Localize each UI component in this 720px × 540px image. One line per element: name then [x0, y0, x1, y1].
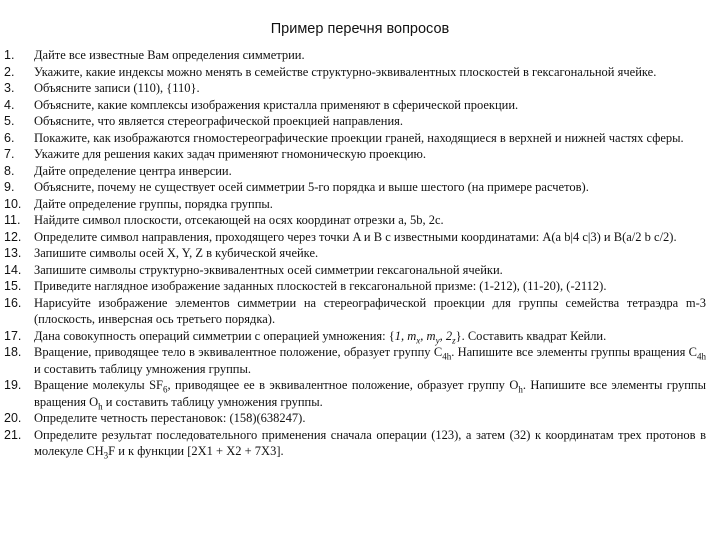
list-item: [0, 344, 706, 377]
item-text: Объясните, почему не существует осей симметрии 5-го порядка и выше шестого (на примере расчетов).: [34, 180, 589, 194]
item-text: Объясните записи (110), {110}.: [34, 81, 200, 95]
item-number: 4.: [4, 97, 15, 112]
item-number: 5.: [4, 114, 15, 128]
item-text: Дайте определение группы, порядка группы.: [34, 196, 273, 211]
item-text: Найдите символ плоскости, отсекающей на осях координат отрезки a, 5b, 2c.: [34, 213, 444, 227]
item-text: Определите четность перестановок: (158)(638247).: [34, 411, 306, 425]
item-text: Вращение, приводящее тело в эквивалентное положение, образует группу $C_{4h}$. Напишите все элементы группы вращения $C_{4h}$ и составить таблицу умножения группы.: [34, 345, 706, 376]
list-item: [0, 64, 706, 81]
list-item: [0, 47, 706, 64]
item-number: 16.: [4, 295, 22, 310]
list-item: [0, 163, 706, 180]
item-text: Объясните, что является стереографической проекцией направления.: [34, 114, 404, 128]
item-number: 18.: [4, 345, 22, 359]
item-text: Дана совокупность операций симметрии с операцией умножения: {1, $m_x$, $m_y$, $2_z$}. Составить квадрат Кейли.: [34, 328, 607, 345]
item-text: Нарисуйте изображение элементов симметрии на стереографической проекции для группы семейства тетраэдра m-3 (плоскость, инверсная ось третьего порядка).: [34, 295, 706, 326]
item-text: Укажите, какие индексы можно менять в семействе структурно-эквивалентных плоскостей в гексагональной ячейке.: [34, 64, 657, 79]
list-item: [0, 245, 706, 262]
item-number: 20.: [4, 411, 22, 425]
item-number: 1.: [4, 48, 15, 62]
list-item: [0, 179, 706, 196]
list-item: [0, 295, 706, 328]
item-number: 7.: [4, 147, 15, 161]
list-item: [0, 410, 706, 427]
item-number: 2.: [4, 64, 15, 79]
item-number: 15.: [4, 279, 22, 293]
item-number: 19.: [4, 378, 22, 392]
item-number: 10.: [4, 196, 22, 211]
item-number: 21.: [4, 427, 22, 442]
item-text: Приведите наглядное изображение заданных плоскостей в гексагональной призме: (1-212), (11-20), (-2112).: [34, 279, 607, 293]
list-item: [0, 113, 706, 130]
question-list: [0, 47, 706, 460]
item-number: 6.: [4, 130, 15, 145]
item-text: Дайте определение центра инверсии.: [34, 163, 232, 178]
item-number: 12.: [4, 229, 22, 244]
list-item: [0, 427, 706, 460]
item-number: 11.: [4, 213, 21, 227]
item-text: Объясните, какие комплексы изображения кристалла применяют в сферической проекции.: [34, 97, 519, 112]
list-item: [0, 278, 706, 295]
item-number: 17.: [4, 328, 22, 343]
list-item: [0, 212, 706, 229]
list-item: [0, 328, 706, 345]
item-number: 9.: [4, 180, 15, 194]
item-text: Покажите, как изображаются гномостереографические проекции граней, находящиеся в верхней и нижней частях сферы.: [34, 130, 684, 145]
item-number: 13.: [4, 246, 22, 260]
item-text: Дайте все известные Вам определения симметрии.: [34, 48, 305, 62]
list-item: [0, 196, 706, 213]
item-number: 14.: [4, 262, 22, 277]
item-text: Запишите символы структурно-эквивалентных осей симметрии гексагональной ячейки.: [34, 262, 503, 277]
item-text: Укажите для решения каких задач применяют гномоническую проекцию.: [34, 147, 426, 161]
list-item: [0, 97, 706, 114]
list-item: [0, 229, 706, 246]
item-number: 8.: [4, 163, 15, 178]
item-number: 3.: [4, 81, 15, 95]
list-item: [0, 146, 706, 163]
item-text: Запишите символы осей X, Y, Z в кубической ячейке.: [34, 246, 319, 260]
item-text: Определите символ направления, проходящего через точки A и B с известными координатами: A(a b|4 c|3) и B(a/2 b c/2).: [34, 229, 677, 244]
list-item: [0, 262, 706, 279]
page-title: Пример перечня вопросов: [270, 21, 450, 37]
list-item: [0, 130, 706, 147]
list-item: [0, 377, 706, 410]
item-text: Определите результат последовательного применения сначала операции (123), а затем (32) к координатам трех протонов в молекуле $CH_3F$ и к функции [2X1 + X2 + 7X3].: [34, 427, 706, 461]
item-text: Вращение молекулы $SF_6$, приводящее ее в эквивалентное положение, образует группу $O_h$. Напишите все элементы группы вращения $O_h$ и составить таблицу умножения группы.: [34, 378, 706, 411]
list-item: [0, 80, 706, 97]
